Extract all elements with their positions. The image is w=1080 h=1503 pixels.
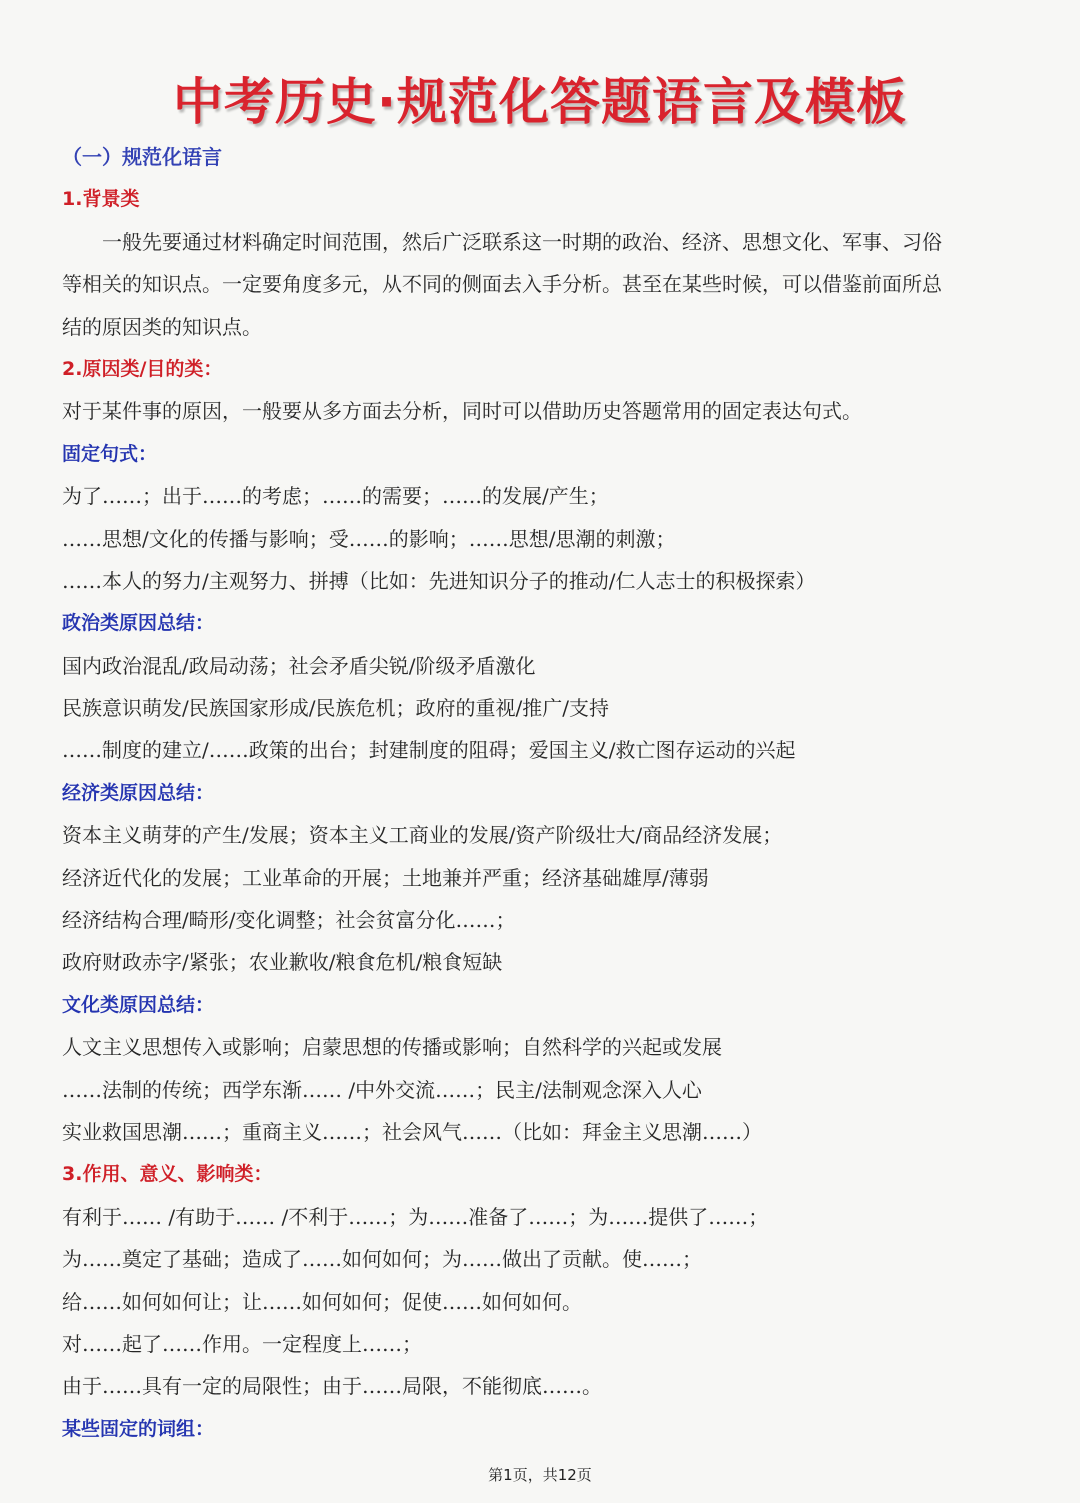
summary-line: 实业救国思潮……；重商主义……；社会风气……（比如：拜金主义思潮……） xyxy=(62,1119,762,1144)
heading-culture: 文化类原因总结： xyxy=(62,993,215,1016)
heading-effect: 3.作用、意义、影响类： xyxy=(62,1163,273,1186)
section-heading: （一）规范化语言 xyxy=(62,145,222,169)
summary-line: 民族意识萌发/民族国家形成/民族危机；政府的重视/推广/支持 xyxy=(62,696,609,721)
pattern-line: 为了……；出于……的考虑；……的需要；……的发展/产生； xyxy=(62,484,609,509)
summary-line: 经济结构合理/畸形/变化调整；社会贫富分化……； xyxy=(62,908,516,933)
effect-line: 对……起了……作用。一定程度上……； xyxy=(62,1331,422,1356)
heading-economy: 经济类原因总结： xyxy=(62,781,215,804)
effect-line: 为……奠定了基础；造成了……如何如何；为……做出了贡献。使……； xyxy=(62,1247,702,1272)
paragraph-line: 一般先要通过材料确定时间范围，然后广泛联系这一时期的政治、经济、思想文化、军事、习俗 xyxy=(102,229,942,254)
summary-line: 国内政治混乱/政局动荡；社会矛盾尖锐/阶级矛盾激化 xyxy=(62,653,536,678)
heading-background: 1.背景类 xyxy=(62,188,140,211)
summary-line: 经济近代化的发展；工业革命的开展；土地兼并严重；经济基础雄厚/薄弱 xyxy=(62,865,709,890)
paragraph-line: 等相关的知识点。一定要角度多元，从不同的侧面去入手分析。甚至在某些时候，可以借鉴前面所总 xyxy=(62,272,942,297)
summary-line: ……法制的传统；西学东渐…… /中外交流……；民主/法制观念深入人心 xyxy=(62,1077,702,1102)
heading-phrases: 某些固定的词组： xyxy=(62,1417,215,1440)
pattern-line: ……本人的努力/主观努力、拼搏（比如：先进知识分子的推动/仁人志士的积极探索） xyxy=(62,568,816,593)
effect-line: 有利于…… /有助于…… /不利于……；为……准备了……；为……提供了……； xyxy=(62,1204,769,1229)
summary-line: 政府财政赤字/紧张；农业歉收/粮食危机/粮食短缺 xyxy=(62,950,503,975)
heading-reason: 2.原因类/目的类： xyxy=(62,357,223,380)
heading-fixed-patterns: 固定句式： xyxy=(62,442,158,465)
page-number: 第1页，共12页 xyxy=(488,1466,592,1484)
summary-line: 人文主义思想传入或影响；启蒙思想的传播或影响；自然科学的兴起或发展 xyxy=(62,1035,722,1060)
effect-line: 给……如何如何让；让……如何如何；促使……如何如何。 xyxy=(62,1289,582,1314)
document-body xyxy=(62,136,1022,1450)
page-title: 中考历史·规范化答题语言及模板 xyxy=(173,73,907,131)
paragraph-line: 结的原因类的知识点。 xyxy=(62,314,262,339)
summary-line: 资本主义萌芽的产生/发展；资本主义工商业的发展/资产阶级壮大/商品经济发展； xyxy=(62,823,783,848)
pattern-line: ……思想/文化的传播与影响；受……的影响；……思想/思潮的刺激； xyxy=(62,526,676,551)
effect-line: 由于……具有一定的局限性；由于……局限，不能彻底……。 xyxy=(62,1374,602,1399)
summary-line: ……制度的建立/……政策的出台；封建制度的阻碍；爱国主义/救亡图存运动的兴起 xyxy=(62,738,796,763)
paragraph-line: 对于某件事的原因，一般要从多方面去分析，同时可以借助历史答题常用的固定表达句式。 xyxy=(62,399,862,424)
heading-politics: 政治类原因总结： xyxy=(62,612,215,635)
